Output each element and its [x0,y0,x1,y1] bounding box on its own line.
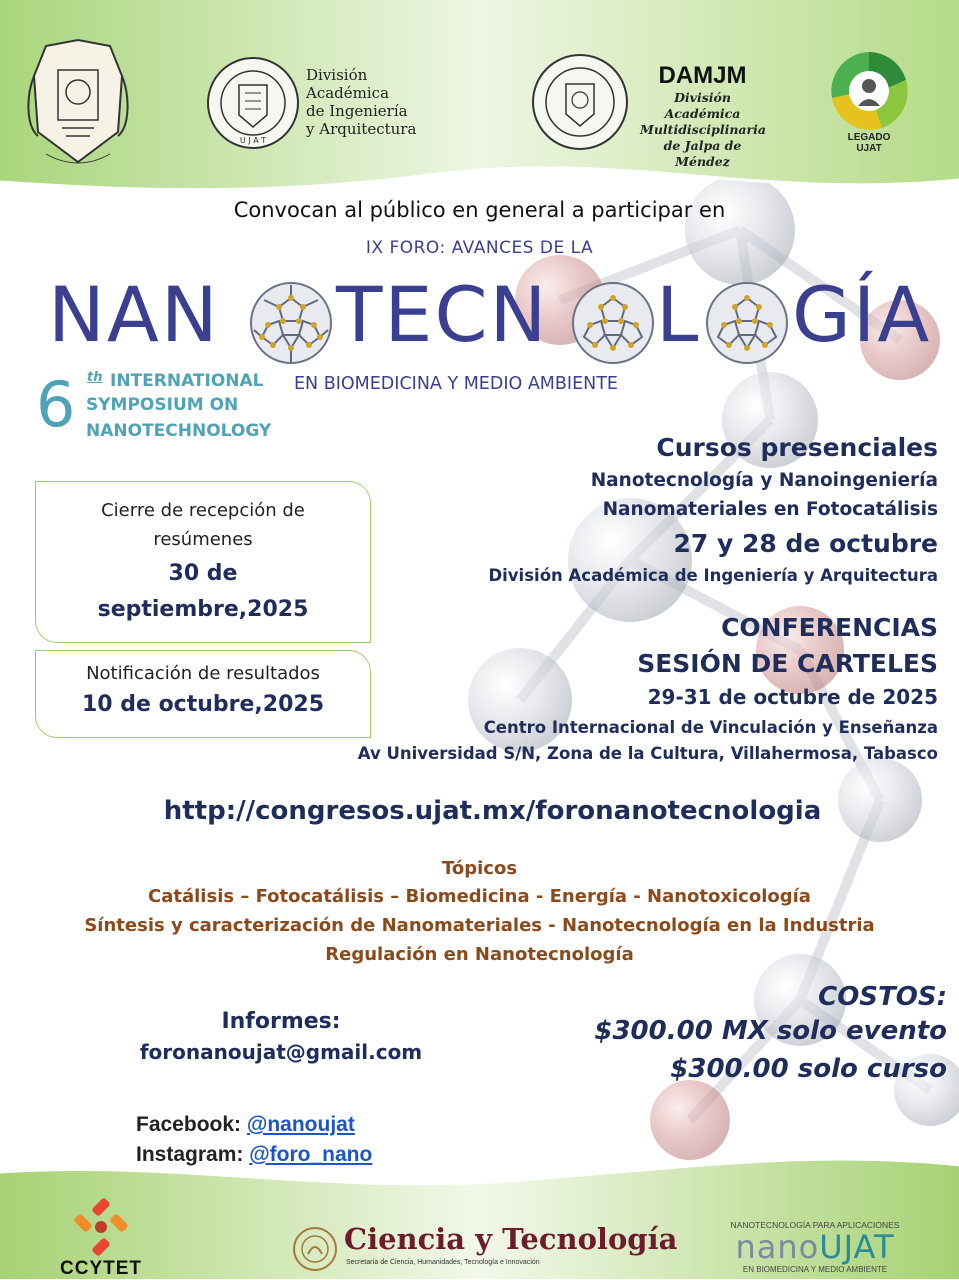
symposium-line: NANOTECHNOLOGY [86,421,272,441]
posters-title: SESIÓN DE CARTELES [637,649,938,678]
ciencia-tecnologia-title: Ciencia y Tecnología [344,1222,678,1256]
title-part-nan: NAN [48,270,220,359]
abstract-deadline-box [35,481,371,643]
ciencia-subtitle: Secretaría de Ciencia, Humanidades, Tecnología e Innovación [346,1259,540,1266]
division-line: Académica [306,84,390,102]
facebook-line [136,1113,355,1137]
cost-event: $300.00 MX solo evento [594,1016,947,1046]
instagram-link[interactable]: @foro_nano [249,1143,373,1166]
courses-title: Cursos presenciales [656,433,938,462]
costs-title: COSTOS: [818,982,947,1012]
cost-course: $300.00 solo curso [670,1054,947,1084]
courses-place: División Académica de Ingeniería y Arquitectura [488,566,938,585]
intro-text: Convocan al público en general a participar en [233,198,726,222]
title-part-l: L [656,270,699,359]
dai-seal-icon [205,55,301,151]
website-link[interactable]: http://congresos.ujat.mx/foronanotecnologia [163,796,822,826]
conferences-title: CONFERENCIAS [721,613,938,642]
mexico-seal-icon [292,1226,338,1272]
facebook-link[interactable]: @nanoujat [246,1113,355,1136]
abstract-deadline-date: 30 de septiembre,2025 [97,561,309,622]
legado-ujat-logo-icon [826,48,912,134]
info-email[interactable]: foronanoujat@gmail.com [139,1040,423,1064]
conferences-venue: Centro Internacional de Vinculación y Enseñanza [483,718,938,737]
conferences-date: 29-31 de octubre de 2025 [647,685,938,709]
topics-line: Síntesis y caracterización de Nanomateriales - Nanotecnología en la Industria [84,915,875,936]
instagram-label: Instagram: [136,1143,244,1166]
symposium-number: 6 [36,368,76,441]
legado-line: LEGADO [847,132,891,143]
division-line: de Ingeniería [306,102,408,120]
title-part-gia: GÍA [792,270,932,359]
nano-logo-bottom: EN BIOMEDICINA Y MEDIO AMBIENTE [742,1265,888,1274]
forum-pre-title: IX FORO: AVANCES DE LA [365,238,594,258]
svg-text:U J A T: U J A T [239,136,267,145]
ccytet-logo-icon [70,1196,132,1258]
symposium-ordinal: th [87,370,103,385]
damjm-line: de Jalpa de Méndez [663,138,742,169]
topics-title: Tópicos [441,858,518,879]
nano-logo-a: nano [735,1228,820,1266]
notification-date: 10 de octubre,2025 [81,692,325,717]
notification-label: Notificación de resultados [86,663,320,684]
damjm-title: DAMJM [658,62,747,89]
symposium-line: SYMPOSIUM ON [86,395,239,415]
division-line: División [306,66,368,84]
tabasco-crest-icon [26,36,130,172]
facebook-label: Facebook: [136,1113,242,1136]
fullerene-icon [704,280,790,366]
title-part-tecn: TECN [336,270,549,359]
subtitle: EN BIOMEDICINA Y MEDIO AMBIENTE [294,374,618,394]
course-item: Nanotecnología y Nanoingeniería [590,470,938,491]
damjm-line: Multidisciplinaria [640,122,766,137]
damjm-text [640,62,765,170]
symposium-line: INTERNATIONAL [110,371,264,391]
damjm-seal-icon [530,52,630,152]
division-ingenieria-text [306,66,416,138]
legado-line: UJAT [856,143,882,154]
info-title: Informes: [221,1009,341,1034]
topics-line: Catálisis – Fotocatálisis – Biomedicina - Energía - Nanotoxicología [148,886,811,907]
nano-logo-b: UJAT [819,1228,895,1266]
fullerene-icon [248,280,334,366]
course-item: Nanomateriales en Fotocatálisis [602,499,938,520]
conferences-address: Av Universidad S/N, Zona de la Cultura, Villahermosa, Tabasco [357,744,938,763]
main-title [40,262,940,372]
nano-logo-top: NANOTECNOLOGÍA PARA APLICACIONES [730,1220,900,1230]
instagram-line [136,1143,372,1167]
legado-text [820,132,918,154]
fullerene-icon [570,280,656,366]
abstract-deadline-label: Cierre de recepción de resúmenes [101,500,305,550]
notification-box [35,650,371,738]
division-line: y Arquitectura [306,120,417,138]
ccytet-text: CCYTET [60,1258,142,1279]
courses-date: 27 y 28 de octubre [673,529,938,558]
damjm-line: División Académica [664,90,741,121]
topics-line: Regulación en Nanotecnología [325,944,634,965]
